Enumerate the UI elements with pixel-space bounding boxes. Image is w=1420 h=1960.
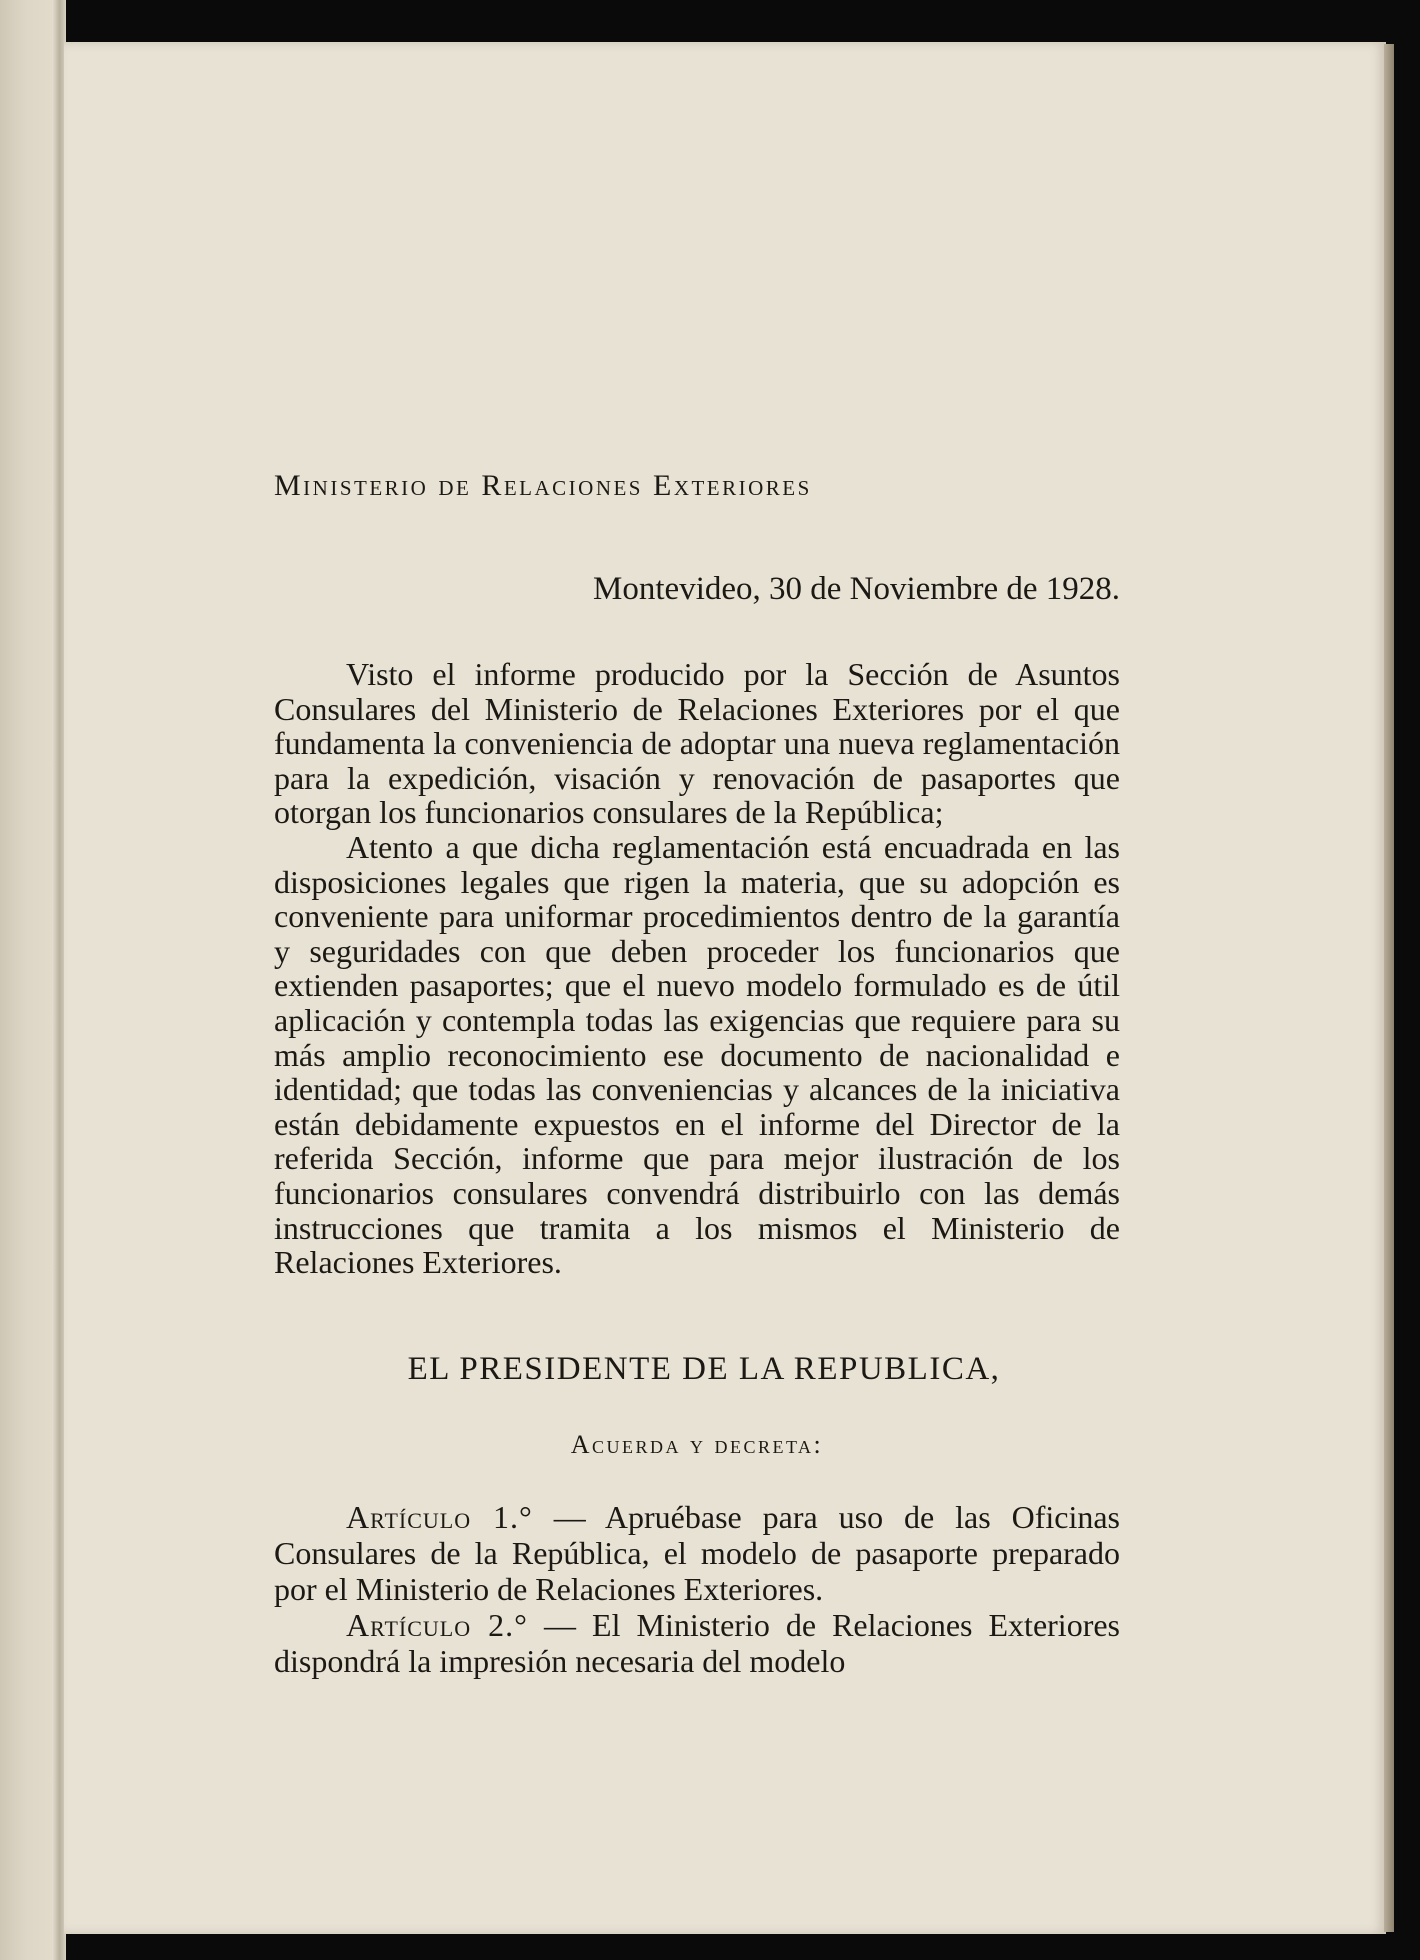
article-2-text: — El Ministerio de Relaciones Exteriores dispondrá la impresión necesaria del modelo xyxy=(274,1606,1120,1679)
article-2-label: Artículo 2.° xyxy=(346,1606,528,1643)
president-heading: EL PRESIDENTE DE LA REPUBLICA, xyxy=(407,1350,1001,1387)
article-1 xyxy=(274,1499,1120,1607)
paragraph-atento: Atento a que dicha reglamentación está encuadrada en las disposiciones legales que rigen la materia, que su adopción es conveniente para uniformar procedimientos dentro de la garantía y seguridades con que deben proceder los funcionarios que extienden pasaportes; que el nuevo modelo formulado es de útil aplicación y contempla todas las exigencias que requiere para su más amplio reconocimiento ese documento de nacionalidad e identidad; que todas las conveniencias y alcances de la iniciativa están debidamente expuestos en el informe del Director de la referida Sección, informe que para mejor ilustración de los funcionarios consulares convendrá distribuirlo con las demás instrucciones que tramita a los mismos el Ministerio de Relaciones Exteriores. xyxy=(274,828,1120,1281)
article-1-label: Artículo 1.° xyxy=(346,1498,533,1535)
ministry-heading: Ministerio de Relaciones Exteriores xyxy=(274,469,812,502)
article-2 xyxy=(274,1607,1120,1679)
paragraph-visto: Visto el informe producido por la Sección de Asuntos Consulares del Ministerio de Relaciones Exteriores por el que fundamenta la conveniencia de adoptar una nueva reglamentación para la expedición, visación y renovación de pasaportes que otorgan los funcionarios consulares de la República; xyxy=(274,656,1120,831)
page-text xyxy=(274,466,1120,1679)
dateline: Montevideo, 30 de Noviembre de 1928. xyxy=(593,571,1120,607)
decree-heading: Acuerda y decreta: xyxy=(570,1429,824,1459)
page-fore-edge xyxy=(1384,44,1394,1932)
article-1-text: — Apruébase para uso de las Oficinas Consulares de la República, el modelo de pasaporte preparado por el Ministerio de Relaciones Exteriores. xyxy=(274,1498,1121,1607)
